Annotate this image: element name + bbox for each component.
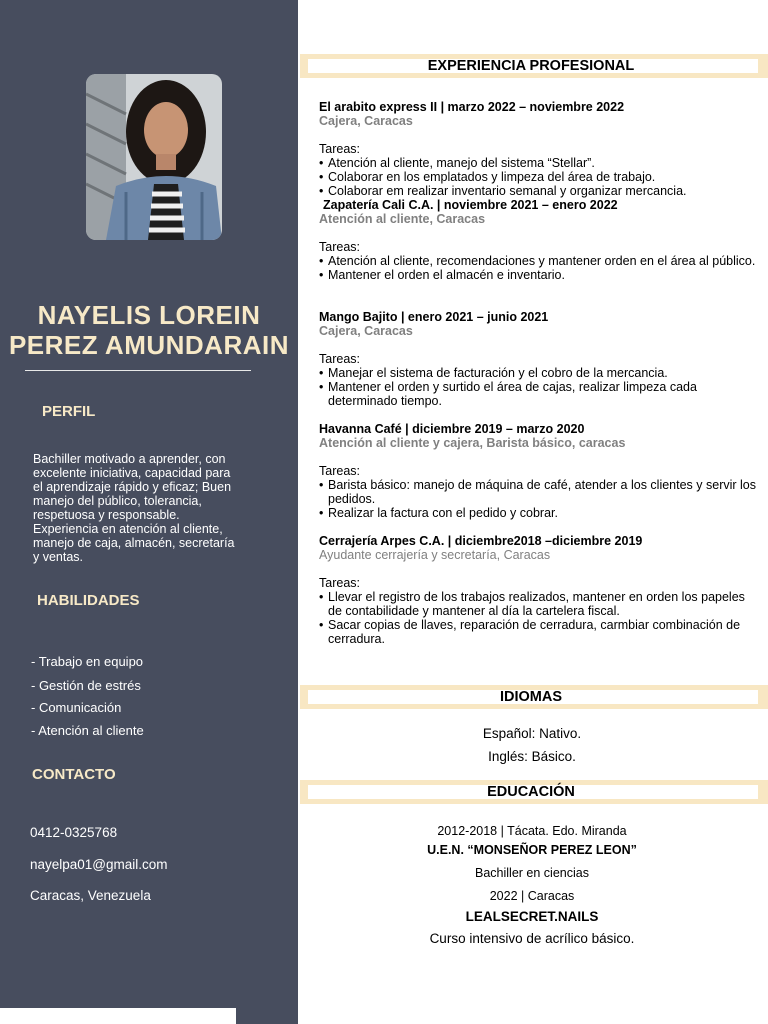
task-item: • Realizar la factura con el pedido y cobrar.	[319, 506, 759, 520]
job-entry	[319, 310, 759, 408]
job-entry	[319, 534, 759, 646]
job-subtitle: Cajera, Caracas	[319, 324, 413, 338]
job-subtitle: Ayudante cerrajería y secretaría, Caracas	[319, 548, 551, 562]
education-school: LEALSECRET.NAILS	[465, 909, 599, 924]
job-title: Zapatería Cali C.A. | noviembre 2021 – enero 2022	[323, 198, 618, 212]
name-divider	[25, 370, 251, 371]
education-school: U.E.N. “MONSEÑOR PEREZ LEON”	[427, 843, 637, 857]
profile-photo-illustration	[86, 74, 222, 240]
tareas-label: Tareas:	[319, 240, 360, 254]
task-item: • Colaborar en los emplatados y limpeza del área de trabajo.	[319, 170, 759, 184]
sidebar-bottom-strip	[0, 1008, 236, 1024]
task-item: • Atención al cliente, manejo del sistema “Stellar”.	[319, 156, 759, 170]
skill-item: - Atención al cliente	[31, 723, 144, 738]
tareas-label: Tareas:	[319, 464, 360, 478]
habilidades-heading: HABILIDADES	[37, 592, 140, 609]
job-title: Cerrajería Arpes C.A. | diciembre2018 –diciembre 2019	[319, 534, 643, 548]
job-entry	[319, 422, 759, 520]
skill-item: - Trabajo en equipo	[31, 654, 144, 669]
educacion-heading: EDUCACIÓN	[487, 784, 575, 800]
profile-photo	[86, 74, 222, 240]
skill-item: - Comunicación	[31, 700, 122, 715]
education-course: Curso intensivo de acrílico básico.	[429, 931, 635, 946]
language-item: Inglés: Básico.	[488, 749, 576, 764]
task-item: • Sacar copias de llaves, reparación de cerradura, carmbiar combinación de cerradura.	[319, 618, 759, 646]
job-title: El arabito express II | marzo 2022 – noviembre 2022	[319, 100, 625, 114]
task-item: • Atención al cliente, recomendaciones y mantener orden en el área al público.	[319, 254, 759, 268]
experiencia-heading: EXPERIENCIA PROFESIONAL	[427, 58, 635, 74]
task-list	[319, 478, 759, 520]
job-entry	[319, 100, 759, 198]
task-list	[319, 590, 759, 646]
phone-number: 0412-0325768	[30, 825, 118, 840]
task-list	[319, 156, 759, 198]
education-dates: 2012-2018 | Tácata. Edo. Miranda	[437, 824, 627, 838]
name-line-2: PEREZ AMUNDARAIN	[8, 330, 290, 360]
task-list	[319, 254, 759, 282]
job-title: Havanna Café | diciembre 2019 – marzo 2020	[319, 422, 585, 436]
name-line-1: NAYELIS LOREIN	[37, 300, 261, 330]
perfil-heading: PERFIL	[42, 403, 96, 420]
tareas-label: Tareas:	[319, 142, 360, 156]
location: Caracas, Venezuela	[30, 888, 151, 903]
education-dates: 2022 | Caracas	[489, 889, 575, 903]
education-degree: Bachiller en ciencias	[475, 866, 589, 880]
job-subtitle: Atención al cliente, Caracas	[319, 212, 486, 226]
job-subtitle: Atención al cliente y cajera, Barista básico, caracas	[319, 436, 626, 450]
email-address[interactable]: nayelpa01@gmail.com	[30, 857, 168, 872]
task-list	[319, 366, 759, 408]
perfil-text: Bachiller motivado a aprender, con excelente iniciativa, capacidad para el aprendizaje rápido y eficaz; Buen manejo del público, tolerancia, respetuosa y responsable. Experiencia en atención al cliente, manejo de caja, almacén, secretaría y ventas.	[33, 452, 235, 564]
tareas-label: Tareas:	[319, 576, 360, 590]
skill-item: - Gestión de estrés	[31, 678, 141, 693]
idiomas-heading: IDIOMAS	[499, 689, 563, 705]
language-item: Español: Nativo.	[482, 726, 582, 741]
task-item: • Barista básico: manejo de máquina de café, atender a los clientes y servir los pedidos.	[319, 478, 759, 506]
task-item: • Colaborar em realizar inventario semanal y organizar mercancia.	[319, 184, 759, 198]
job-entry	[319, 198, 759, 282]
task-item: • Mantener el orden y surtido el área de cajas, realizar limpeza cada determinado tiempo.	[319, 380, 759, 408]
tareas-label: Tareas:	[319, 352, 360, 366]
task-item: • Llevar el registro de los trabajos realizados, mantener en orden los papeles de contabilidade y mantener al día la cartelera fiscal.	[319, 590, 759, 618]
task-item: • Mantener el orden el almacén e inventario.	[319, 268, 759, 282]
job-subtitle: Cajera, Caracas	[319, 114, 413, 128]
contacto-heading: CONTACTO	[32, 766, 116, 783]
job-title: Mango Bajito | enero 2021 – junio 2021	[319, 310, 549, 324]
task-item: • Manejar el sistema de facturación y el cobro de la mercancia.	[319, 366, 759, 380]
